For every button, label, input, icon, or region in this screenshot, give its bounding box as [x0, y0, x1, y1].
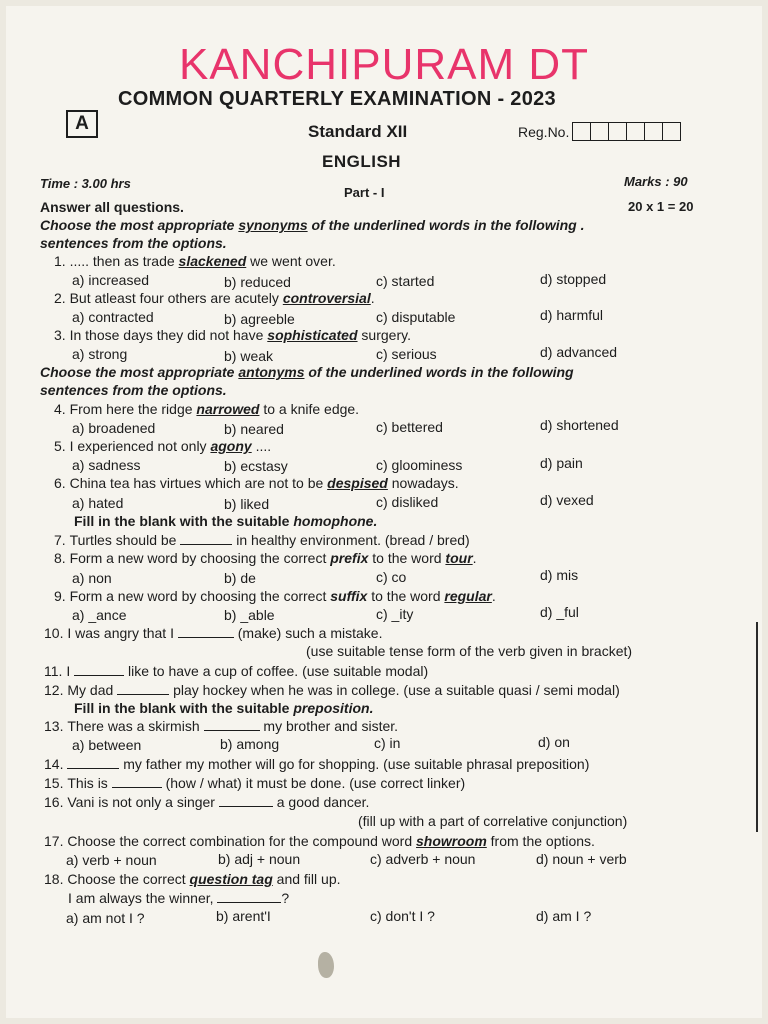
- option-9d: d) _ful: [540, 604, 579, 620]
- question-16: 16. Vani is not only a singer a good dancer.: [44, 794, 370, 810]
- option-9c: c) _ity: [376, 606, 414, 622]
- option-1c: c) started: [376, 273, 435, 289]
- question-18: 18. Choose the correct question tag and fill up.: [44, 871, 341, 887]
- option-3c: c) serious: [376, 346, 437, 362]
- option-3a: a) strong: [72, 346, 128, 362]
- subject-title: ENGLISH: [322, 152, 402, 171]
- answer-all-label: Answer all questions.: [40, 199, 184, 215]
- option-17a: a) verb + noun: [66, 852, 157, 868]
- option-9b: b) _able: [224, 607, 275, 623]
- question-8: 8. Form a new word by choosing the correct prefix to the word tour.: [54, 550, 477, 566]
- option-17b: b) adj + noun: [218, 851, 301, 867]
- option-18c: c) don't I ?: [370, 908, 435, 924]
- option-6c: c) disliked: [376, 494, 439, 510]
- question-10: 10. I was angry that I (make) such a mistake.: [44, 625, 383, 641]
- option-4a: a) broadened: [72, 420, 156, 436]
- option-2b: b) agreeble: [224, 311, 295, 327]
- option-6d: d) vexed: [540, 492, 594, 508]
- part-score: 20 x 1 = 20: [628, 199, 694, 214]
- option-4d: d) shortened: [540, 417, 619, 433]
- exam-paper: [6, 6, 762, 1018]
- question-12: 12. My dad play hockey when he was in college. (use a suitable quasi / semi modal): [44, 682, 620, 698]
- question-15: 15. This is (how / what) it must be done. (use correct linker): [44, 775, 466, 791]
- option-13d: d) on: [538, 734, 570, 750]
- regno-field: [518, 122, 681, 141]
- option-2d: d) harmful: [540, 307, 604, 323]
- question-14: 14. my father my mother will go for shopping. (use suitable phrasal preposition): [44, 756, 590, 772]
- option-6a: a) hated: [72, 495, 124, 511]
- option-1a: a) increased: [72, 272, 150, 288]
- option-4b: b) neared: [224, 421, 284, 437]
- question-6: 6. China tea has virtues which are not to be despised nowadays.: [54, 475, 459, 491]
- option-17d: d) noun + verb: [536, 851, 627, 867]
- question-5: 5. I experienced not only agony ....: [54, 438, 272, 454]
- question-3: 3. In those days they did not have sophisticated surgery.: [54, 327, 411, 343]
- option-5c: c) gloominess: [376, 457, 463, 473]
- option-8b: b) de: [224, 570, 256, 586]
- preposition-instruction: Fill in the blank with the suitable preposition.: [74, 700, 374, 716]
- series-box: A: [66, 110, 98, 138]
- synonyms-instruction: Choose the most appropriate synonyms of the underlined words in the following .: [40, 217, 585, 233]
- option-13c: c) in: [374, 735, 401, 751]
- homophone-instruction: Fill in the blank with the suitable homophone.: [74, 513, 378, 529]
- marks-label: Marks : 90: [624, 174, 688, 189]
- option-13b: b) among: [220, 736, 280, 752]
- question-17: 17. Choose the correct combination for the compound word showroom from the options.: [44, 833, 595, 849]
- option-1d: d) stopped: [540, 271, 607, 287]
- synonyms-instruction-2: sentences from the options.: [40, 235, 227, 251]
- option-4c: c) bettered: [376, 419, 443, 435]
- option-6b: b) liked: [224, 496, 270, 512]
- option-18a: a) am not I ?: [66, 910, 145, 926]
- option-9a: a) _ance: [72, 607, 127, 623]
- option-3b: b) weak: [224, 348, 274, 364]
- question-4: 4. From here the ridge narrowed to a knife edge.: [54, 401, 360, 417]
- antonyms-instruction-2: sentences from the options.: [40, 382, 227, 398]
- option-8d: d) mis: [540, 567, 579, 583]
- question-11: 11. I like to have a cup of coffee. (use suitable modal): [44, 663, 429, 679]
- option-2c: c) disputable: [376, 309, 456, 325]
- option-8a: a) non: [72, 570, 112, 586]
- antonyms-instruction: Choose the most appropriate antonyms of the underlined words in the following: [40, 364, 574, 380]
- question-2: 2. But atleast four others are acutely controversial.: [54, 290, 375, 306]
- question-13: 13. There was a skirmish my brother and sister.: [44, 718, 399, 734]
- regno-boxes: [572, 122, 681, 141]
- question-1: 1. ..... then as trade slackened we went over.: [54, 253, 336, 269]
- regno-label: Reg.No.: [518, 123, 570, 140]
- part-label: Part - I: [344, 185, 385, 200]
- question-18-line-2: I am always the winner, ?: [68, 890, 290, 906]
- option-18d: d) am I ?: [536, 908, 592, 924]
- time-label: Time : 3.00 hrs: [40, 176, 131, 191]
- option-13a: a) between: [72, 737, 142, 753]
- standard-label: Standard XII: [308, 122, 408, 141]
- question-10-note: (use suitable tense form of the verb given in bracket): [306, 643, 633, 659]
- question-7: 7. Turtles should be in healthy environment. (bread / bred): [54, 532, 470, 548]
- option-5a: a) sadness: [72, 457, 141, 473]
- option-18b: b) arent'I: [216, 908, 271, 924]
- district-title: KANCHIPURAM DT: [178, 40, 590, 89]
- exam-title: COMMON QUARTERLY EXAMINATION - 2023: [118, 88, 556, 110]
- margin-line: [756, 622, 758, 832]
- option-5d: d) pain: [540, 455, 583, 471]
- question-16-note: (fill up with a part of correlative conjunction): [358, 813, 628, 829]
- ink-smudge: [318, 952, 334, 978]
- option-2a: a) contracted: [72, 309, 154, 325]
- option-17c: c) adverb + noun: [370, 851, 476, 867]
- option-5b: b) ecstasy: [224, 458, 288, 474]
- option-1b: b) reduced: [224, 274, 291, 290]
- option-3d: d) advanced: [540, 344, 618, 360]
- option-8c: c) co: [376, 569, 407, 585]
- question-9: 9. Form a new word by choosing the correct suffix to the word regular.: [54, 588, 496, 604]
